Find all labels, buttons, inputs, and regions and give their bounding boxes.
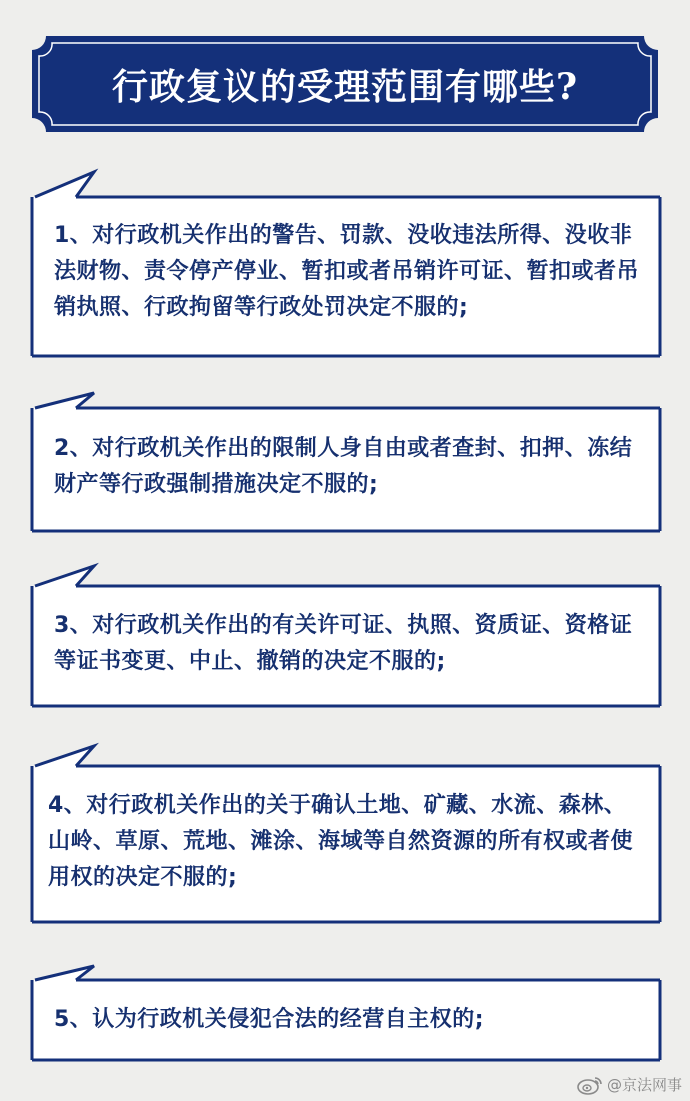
page-title: 行政复议的受理范围有哪些?: [111, 65, 579, 108]
watermark-text: @京法网事: [606, 1076, 682, 1094]
list-item: [32, 746, 660, 922]
item-text: 5、认为行政机关侵犯合法的经营自主权的;: [54, 1007, 485, 1032]
weibo-icon: [577, 1075, 603, 1095]
list-item: [32, 966, 660, 1060]
item-text: 1、对行政机关作出的警告、罚款、没收违法所得、没收非法财物、责令停产停业、暂扣或者吊销许可证、暂扣或者吊销执照、行政拘留等行政处罚决定不服的;: [54, 223, 640, 320]
list-item: [32, 393, 660, 531]
item-text: 3、对行政机关作出的有关许可证、执照、资质证、资格证等证书变更、中止、撤销的决定不服的;: [54, 613, 633, 674]
watermark: [577, 1074, 682, 1095]
title-banner: [32, 36, 658, 132]
item-text: 2、对行政机关作出的限制人身自由或者查封、扣押、冻结财产等行政强制措施决定不服的;: [54, 436, 633, 497]
list-item: [32, 172, 660, 356]
list-item: [32, 566, 660, 706]
item-text: 4、对行政机关作出的关于确认土地、矿藏、水流、森林、山岭、草原、荒地、滩涂、海域等自然资源的所有权或者使用权的决定不服的;: [48, 793, 634, 890]
